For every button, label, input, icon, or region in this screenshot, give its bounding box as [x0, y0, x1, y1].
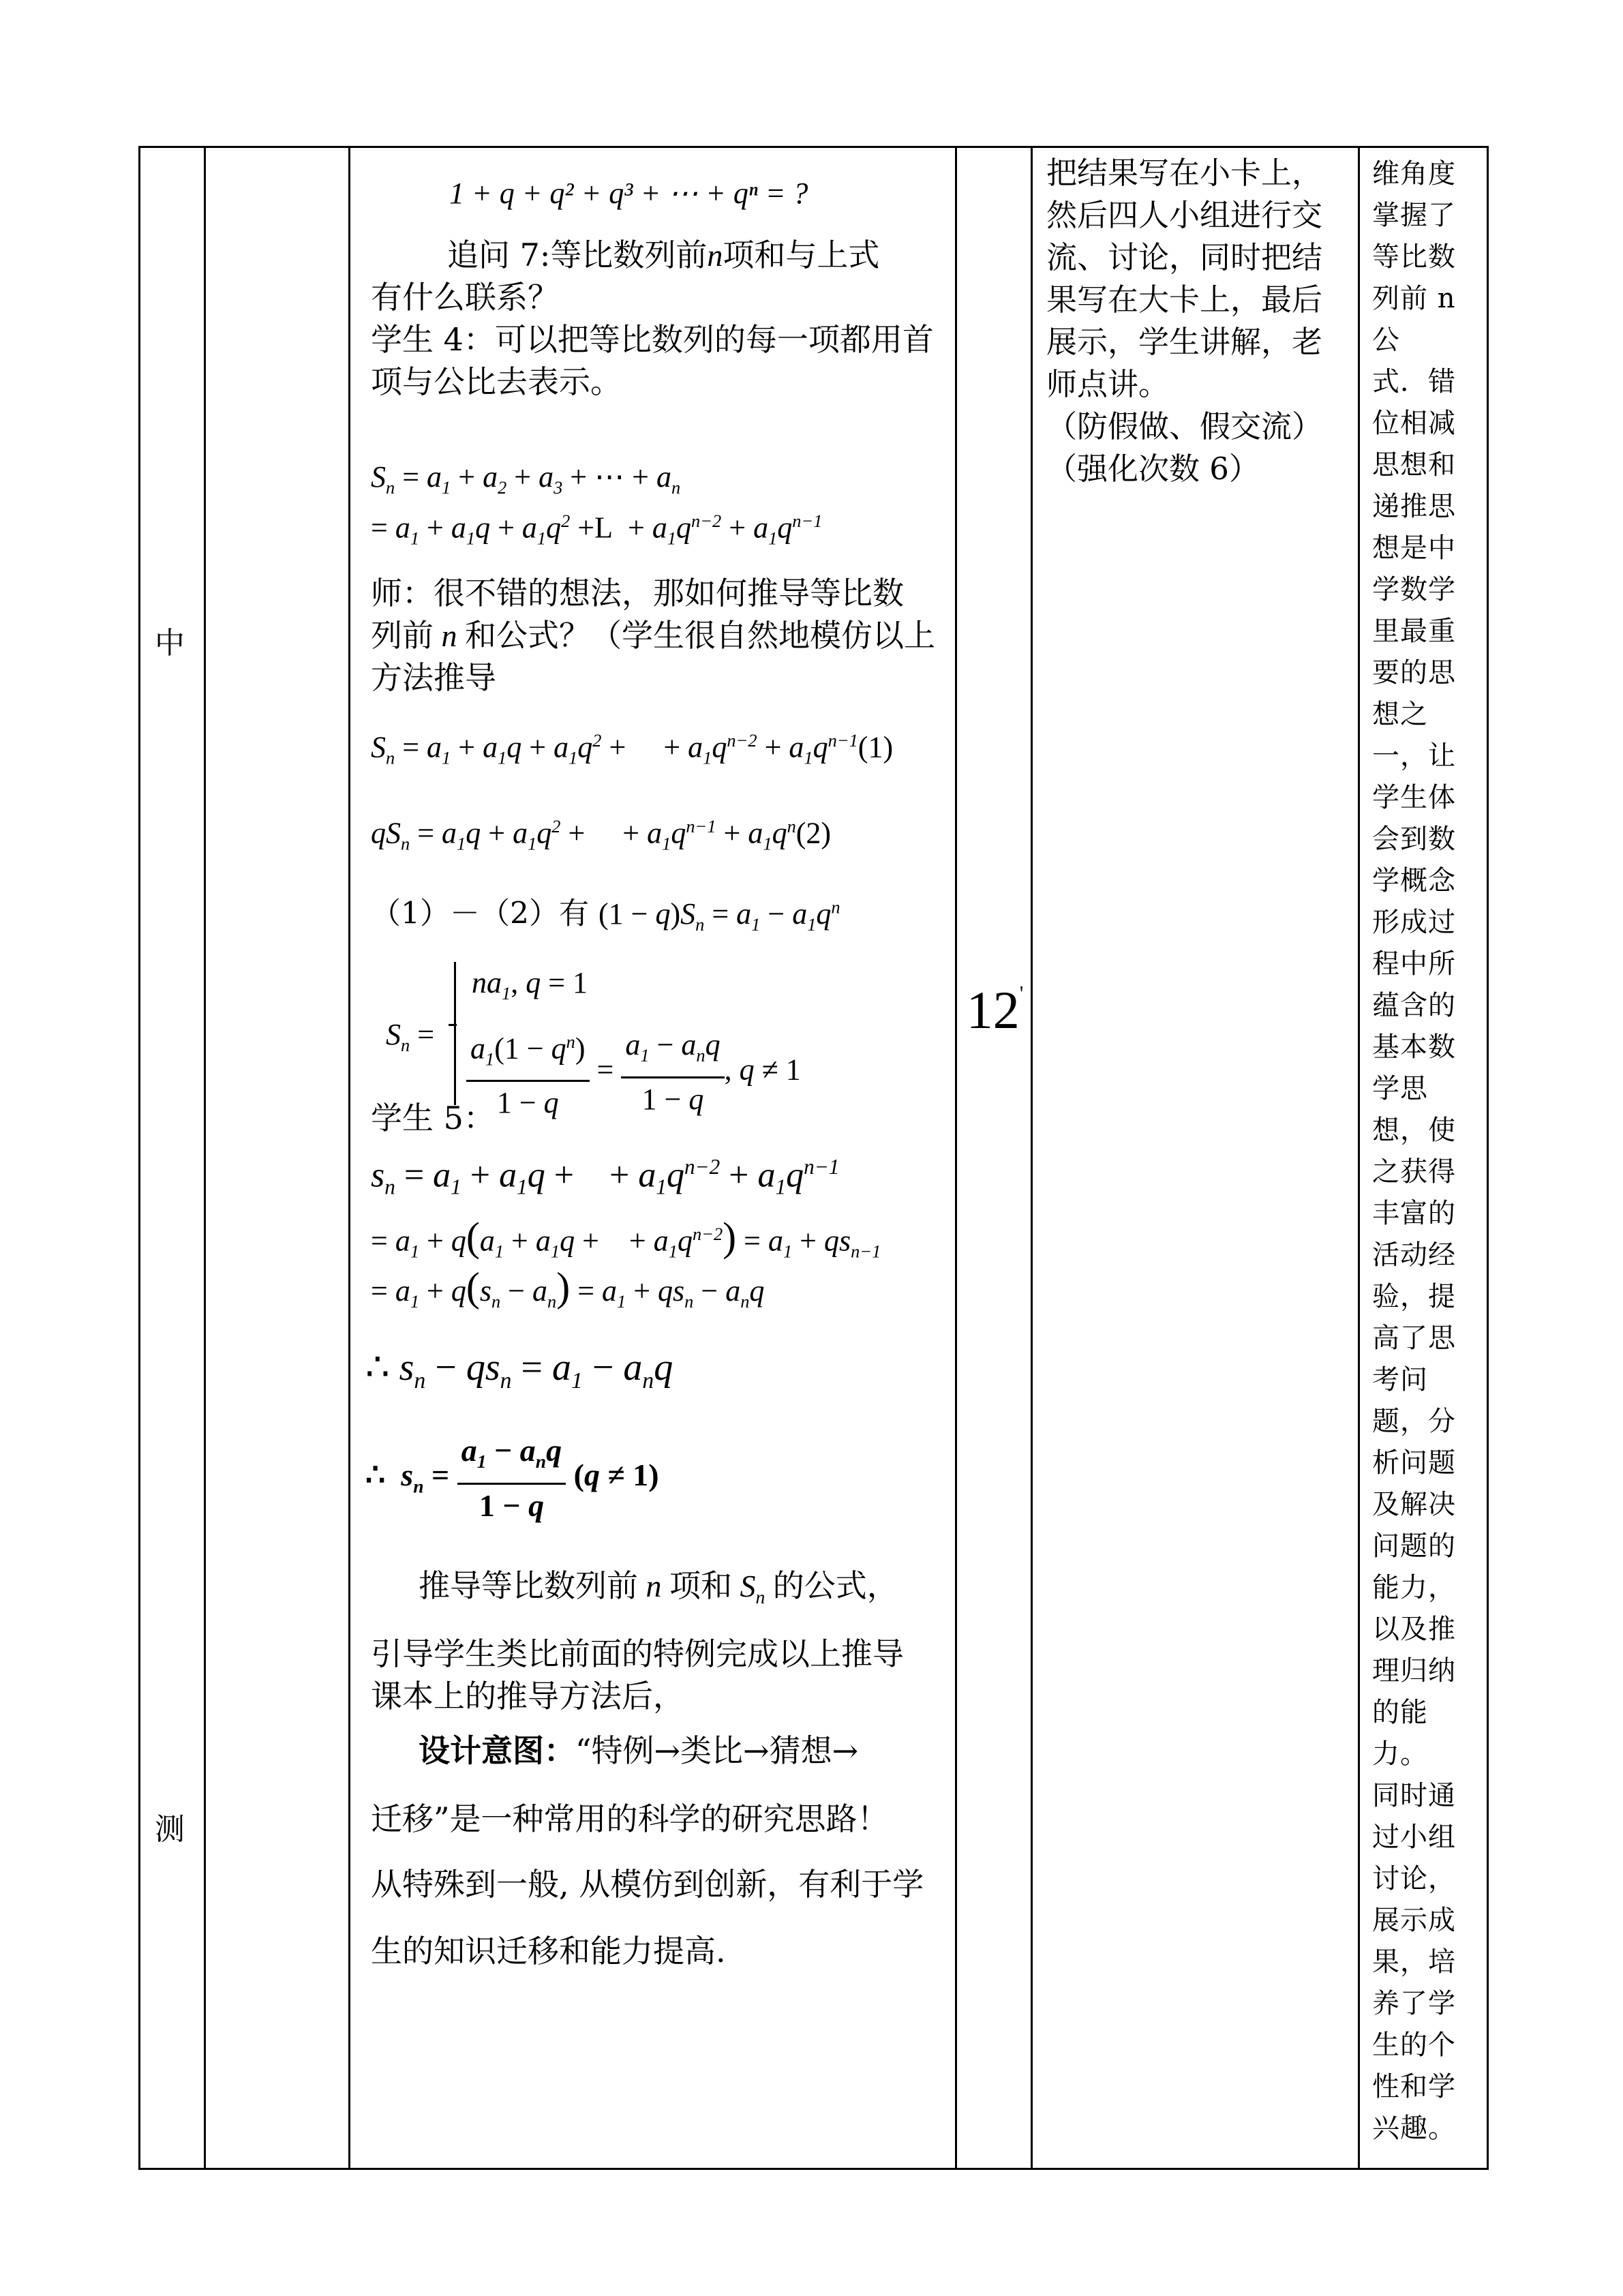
- recursive-eq-1: $s_n = a_1 + a_1q$ + + $a_1q^{n-2} + a_1q^{n-1}$: [371, 1155, 840, 1199]
- time-mark: ': [1019, 982, 1024, 1006]
- design-intent-line4: 生的知识迁移和能力提高.: [371, 1933, 726, 1969]
- design-intent-text: “特例→类比→猜想→: [575, 1732, 859, 1769]
- student-5-label: 学生 5：: [371, 1100, 495, 1136]
- activity-cell: [1033, 148, 1360, 2168]
- derive-line1: 推导等比数列前 n 项和 $S_n$ 的公式，: [419, 1567, 898, 1608]
- teacher-line3: 方法推导: [371, 659, 496, 696]
- derive-line3: 课本上的推导方法后，: [371, 1678, 684, 1715]
- therefore-eq-1: ∴ $s_n - qs_n = a_1 - a_nq$: [365, 1346, 673, 1394]
- recursive-eq-2: = $a_1 + q(a_1 + a_1q$ + + $a_1q^{n-2}) = a_1 + qs_{n-1}$: [371, 1214, 881, 1262]
- content-cell: [350, 148, 957, 2168]
- stage-char-zhong: 中: [155, 626, 185, 661]
- sum-equation-2: = $a_1 + a_1q + a_1q^2 +L + a_1q^{n-2} + a_1q^{n-1}$: [371, 511, 823, 549]
- design-intent-line2: 迁移”是一种常用的科学的研究思路！: [371, 1800, 889, 1837]
- student-4-line1: 学生 4：可以把等比数列的每一项都用首: [371, 321, 934, 358]
- difference-line: （1）－（2）有 $(1 - q)S_n = a_1 - a_1q^n$: [371, 896, 840, 935]
- time-cell: [957, 148, 1033, 2168]
- derive-text-c: 的公式，: [772, 1567, 898, 1604]
- empty-cell: [206, 148, 348, 2168]
- derive-text-b: 项和: [669, 1567, 732, 1604]
- followup-question-7: [447, 234, 879, 277]
- piecewise-case2: $\frac{a_1(1 - q^n)}{1 - q}$ = $\frac{a_1 - a_nq}{1 - q}$ , q ≠ 1: [466, 1021, 801, 1124]
- piecewise-lhs: $S_n$ =: [386, 1018, 435, 1055]
- difference-label: （1）－（2）有: [371, 896, 589, 931]
- teacher-line2: 列前 n 和公式？（学生很自然地模仿以上: [371, 617, 935, 654]
- equation-1: $S_n = a_1 + a_1q + a_1q^2$ + + $a_1q^{n-2} + a_1q^{n-1}(1)$: [371, 730, 894, 768]
- design-intent-line1: [419, 1729, 858, 1772]
- stage-cell: [140, 148, 204, 2168]
- design-intent-label: 设计意图：: [419, 1732, 575, 1769]
- derive-line2: 引导学生类比前面的特例完成以上推导: [371, 1635, 904, 1672]
- stage-char-ce: 测: [155, 1812, 185, 1847]
- q7-n: n: [707, 238, 723, 273]
- q7-text-b: 项和与上式: [723, 237, 880, 273]
- followup-question-7-line2: 有什么联系？: [371, 279, 559, 316]
- derive-text-a: 推导等比数列前: [419, 1567, 638, 1604]
- time-value: 12: [966, 980, 1020, 1040]
- time-allocation: [957, 980, 1033, 1041]
- teacher-text-b: 和公式？（学生很自然地模仿以上: [465, 617, 935, 654]
- equation-2: $qS_n = a_1q + a_1q^2$ + + $a_1q^{n-1} + a_1q^n(2)$: [371, 816, 832, 854]
- therefore-eq-2: ∴ $s_n$ = $\frac{a_1 - a_nq}{1 - q}$ (q ≠ 1): [365, 1430, 659, 1527]
- design-intent-notes: 维角度 掌握了 等比数 列前 n 公 式．错 位相减 思想和 递推思 想是中 学数学 里最重 要的思 想之 一，让 学生体 会到数 学概念 形成过 程中所 蕴含的 基本数 学思 想，使 之获得 丰富的 活动经 验，提 高了思 考问 题，分 析问题 及解决 问题的 能力， 以及推 理归纳 的能 力。 同时通 过小组 讨论， 展示成 果，培 养了学 生的个 性和学 兴趣。: [1372, 158, 1456, 2144]
- teacher-line1: 师：很不错的想法，那如何推导等比数: [371, 575, 904, 611]
- series-question: 1 + q + q² + q³ + ⋯ + qⁿ = ?: [449, 177, 808, 210]
- brace-tip: [449, 1024, 457, 1026]
- piecewise-case1: $na_1$, q = 1: [472, 966, 588, 1003]
- sum-equation-1: $S_n = a_1 + a_2 + a_3$ + ⋯ + $a_n$: [371, 460, 681, 498]
- intent-cell: [1360, 148, 1491, 2168]
- q7-text: 追问 7:等比数列前: [447, 237, 708, 273]
- recursive-eq-3: = $a_1 + q(s_n - a_n) = a_1 + qs_n - a_nq$: [371, 1265, 765, 1312]
- teacher-text-a: 列前: [371, 617, 434, 654]
- lesson-table: [138, 146, 1489, 2170]
- student-4-line2: 项与公比去表示。: [371, 363, 622, 400]
- design-intent-line3: 从特殊到一般, 从模仿到创新，有利于学: [371, 1866, 924, 1903]
- student-activity-text: 把结果写在小卡上， 然后四人小组进行交 流、讨论，同时把结 果写在大卡上，最后 展示，学生讲解，老 师点讲。 （防假做、假交流） （强化次数 6）: [1046, 155, 1323, 487]
